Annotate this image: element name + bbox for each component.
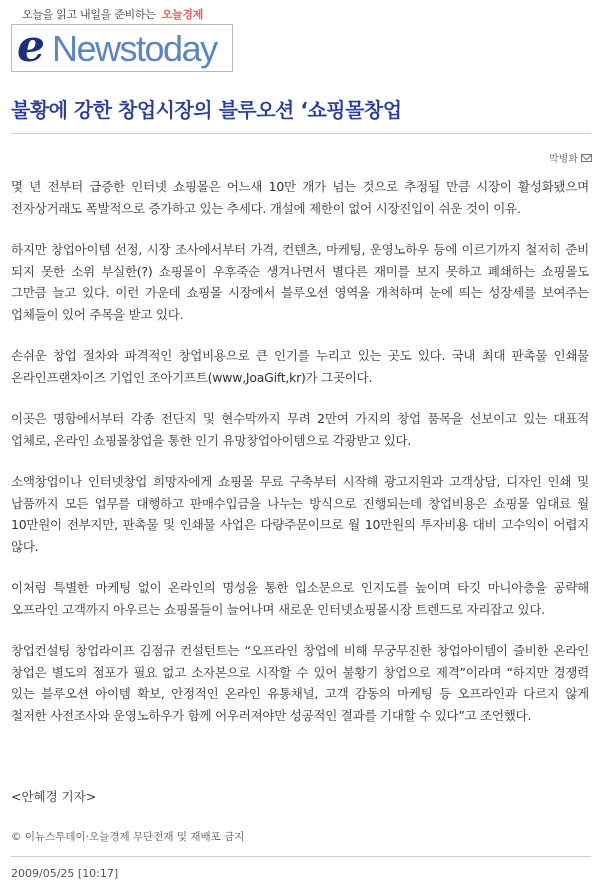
article-body <box>11 176 589 746</box>
article-paragraph: 소액창업이나 인터넷창업 희망자에게 쇼핑몰 무료 구축부터 시작해 광고지원과 고객상담, 디자인 인쇄 및 납품까지 모든 업무를 대행하고 판매수입금을 나누는 방식으로 진행되는데 창업비용은 쇼핑몰 임대료 월 10만원이 전부지만, 판촉물 및 인쇄물 사업은 다량주문이므로 월 10만원의 투자비용 대비 고수익이 어렵지 않다. <box>11 474 589 554</box>
mail-icon[interactable] <box>581 154 592 162</box>
copyright-notice: © 이뉴스투데이·오늘경제 무단전재 및 재배포 금지 <box>11 831 245 843</box>
article-paragraph: 하지만 창업아이템 선정, 시장 조사에서부터 가격, 컨텐츠, 마케팅, 운영노하우 등에 이르기까지 철저히 준비 되지 못한 소위 부실한(?) 쇼핑몰이 우후죽순 생겨나면서 별다른 재미를 보지 못하고 폐쇄하는 쇼핑몰도 그만큼 늘고 있다. 이런 가운데 쇼핑몰 시장에서 블루오션 영역을 개척하며 눈에 띄는 성장세를 보여주는 업체들이 있어 주목을 받고 있다. <box>11 242 589 322</box>
article-paragraph: 몇 년 전부터 급증한 인터넷 쇼핑몰은 어느새 10만 개가 넘는 것으로 추정될 만큼 시장이 활성화됐으며 전자상거래도 폭발적으로 증가하고 있는 추세다. 개설에 제한이 없어 시장진입이 쉬운 것이 이유. <box>11 179 589 216</box>
author-name: 박병화 <box>549 154 578 165</box>
brand-sub-name: 오늘경제 <box>161 8 204 21</box>
reporter-byline: <안혜경 기자> <box>11 789 97 804</box>
logo-wordmark: Newstoday <box>52 28 217 69</box>
author-contact[interactable] <box>549 150 592 165</box>
title-divider <box>11 133 591 134</box>
tagline-text: 오늘을 읽고 내일을 준비하는 <box>22 8 156 21</box>
publish-timestamp: 2009/05/25 [10:17] <box>11 867 119 880</box>
site-header <box>0 0 600 78</box>
article-paragraph: 창업컨설팅 창업라이프 김점규 컨설턴트는 “오프라인 창업에 비해 무궁무진한 창업아이템이 즐비한 온라인 창업은 별도의 점포가 필요 없고 소자본으로 시작할 수 있어 불황기 창업으로 제격”이라며 “하지만 경쟁력 있는 블루오션 아이템 확보, 안정적인 온라인 유통채널, 고객 감동의 마케팅 등 오프라인과 다르지 않게 철저한 사전조사와 운영노하우가 함께 어우러져야만 성공적인 결과를 기대할 수 있다”고 조언했다. <box>11 643 589 723</box>
site-tagline <box>22 6 203 22</box>
site-logo[interactable] <box>11 21 233 72</box>
article-title: 불황에 강한 창업시장의 블루오션 ‘쇼핑몰창업 <box>11 98 402 122</box>
article-paragraph: 이처럼 특별한 마케팅 없이 온라인의 명성을 통한 입소문으로 인지도를 높이며 타깃 마니아층을 공략해 오프라인 고객까지 아우르는 쇼핑몰들이 늘어나며 새로운 인터넷쇼핑몰시장 트렌드로 자리잡고 있다. <box>11 580 589 617</box>
article-paragraph: 이곳은 명함에서부터 각종 전단지 및 현수막까지 무려 2만여 가지의 창업 품목을 선보이고 있는 대표적 업체로, 온라인 쇼핑몰창업을 통한 인기 유망창업아이템으로 각광받고 있다. <box>11 411 589 448</box>
footer-divider <box>11 856 591 857</box>
article-paragraph: 손쉬운 창업 절차와 파격적인 창업비용으로 큰 인기를 누리고 있는 곳도 있다. 국내 최대 판촉물 인쇄물 온라인프랜차이즈 기업인 조아기프트(www,JoaGift,kr)가 그곳이다. <box>11 348 589 385</box>
logo-e-mark: e <box>17 21 45 72</box>
